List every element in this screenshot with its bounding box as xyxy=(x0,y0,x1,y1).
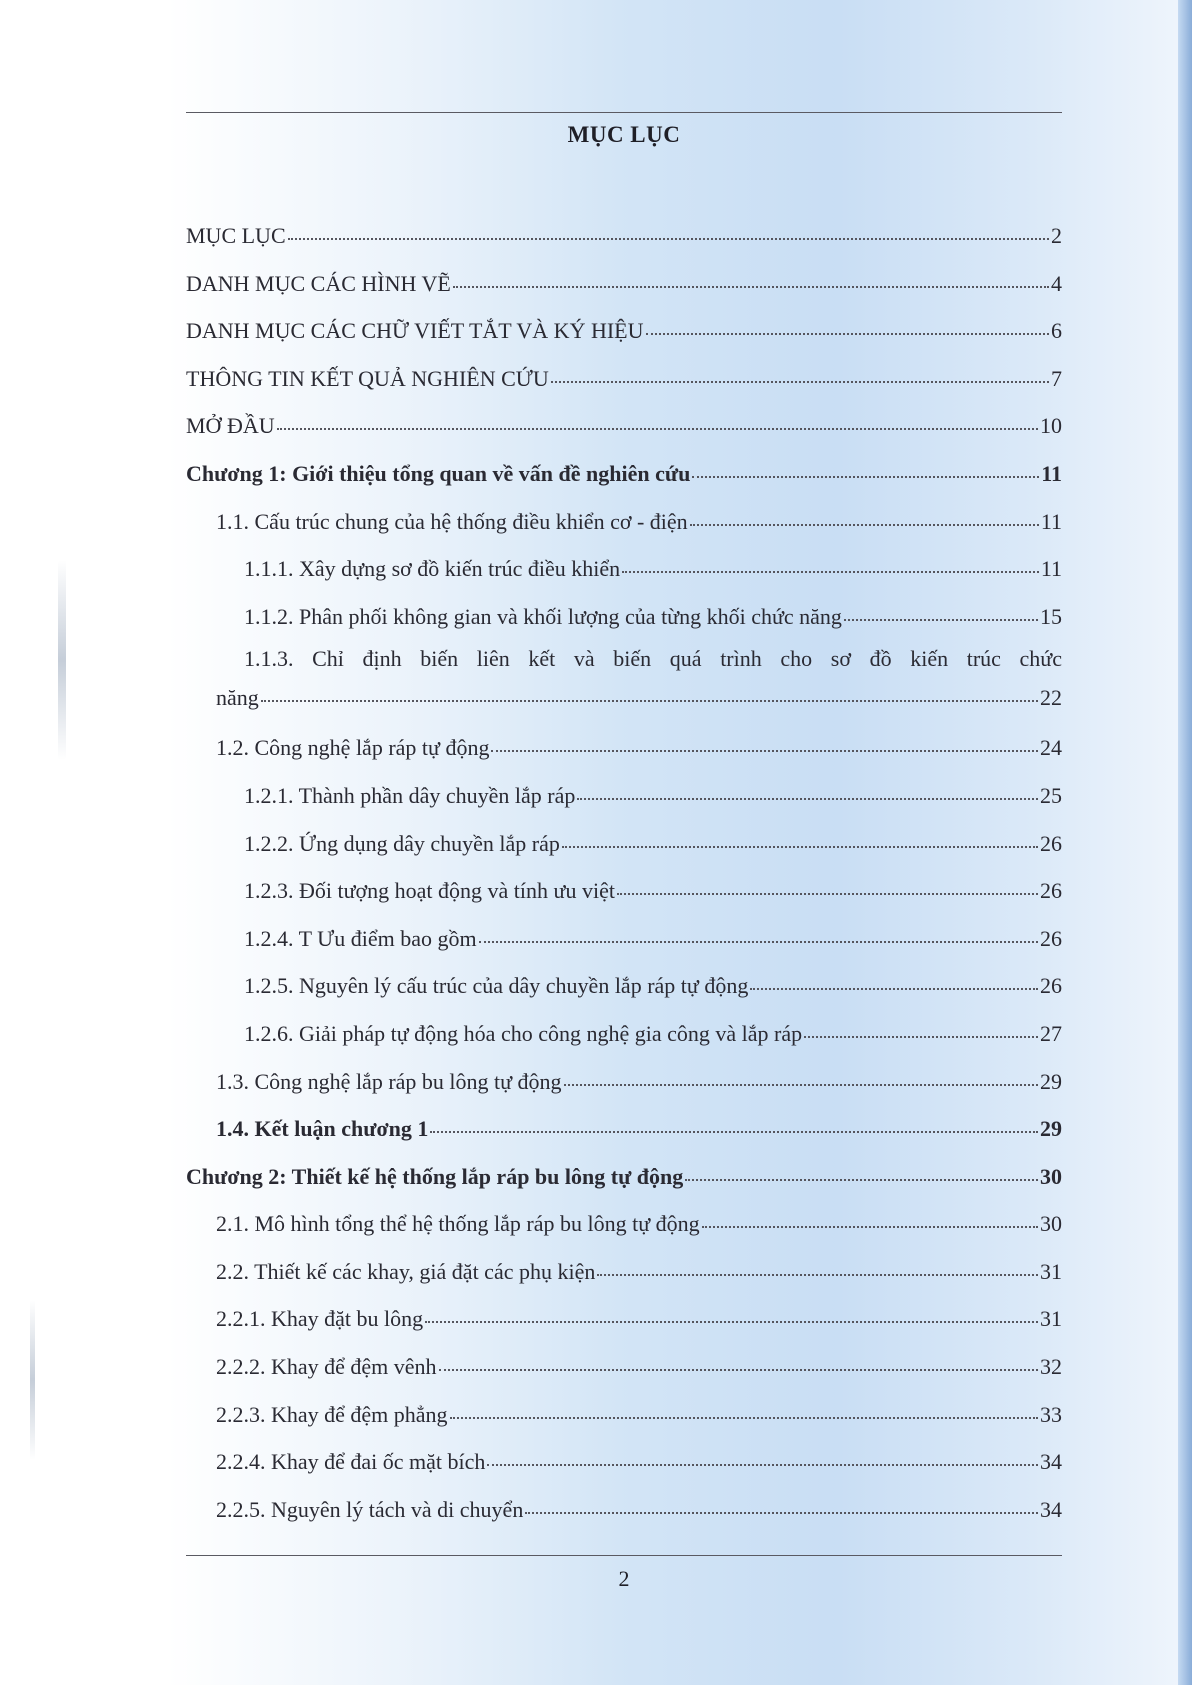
toc-leader xyxy=(439,1347,1038,1371)
toc-entry-text: 2.2.4. Khay để đai ốc mặt bích xyxy=(216,1449,486,1475)
toc-page-number: 33 xyxy=(1040,1401,1062,1427)
toc-entry[interactable] xyxy=(186,593,1062,641)
toc-entry[interactable] xyxy=(186,1248,1062,1296)
toc-entry-text: 2.2.3. Khay để đệm phẳng xyxy=(216,1401,448,1427)
toc-leader xyxy=(750,966,1038,990)
toc-page-number: 30 xyxy=(1040,1163,1062,1189)
toc-leader xyxy=(425,1299,1038,1323)
toc-leader xyxy=(692,454,1039,478)
toc-leader xyxy=(487,1442,1038,1466)
toc-entry-text: 2.1. Mô hình tổng thể hệ thống lắp ráp bu lông tự động xyxy=(216,1211,700,1237)
toc-page-number: 10 xyxy=(1040,413,1062,439)
header-rule xyxy=(186,112,1062,113)
toc-entry-text: THÔNG TIN KẾT QUẢ NGHIÊN CỨU xyxy=(186,365,549,391)
toc-leader xyxy=(690,502,1039,526)
toc-page-number: 26 xyxy=(1040,878,1062,904)
toc-page-number: 29 xyxy=(1040,1116,1062,1142)
toc-page-number: 32 xyxy=(1040,1354,1062,1380)
toc-entry[interactable] xyxy=(186,355,1062,403)
toc-leader xyxy=(277,406,1038,430)
toc-entry-text: 1.1.1. Xây dựng sơ đồ kiến trúc điều khiển xyxy=(244,556,621,582)
toc-page-number: 11 xyxy=(1041,460,1062,486)
toc-leader xyxy=(577,776,1038,800)
toc-entry-text: DANH MỤC CÁC HÌNH VẼ xyxy=(186,270,451,296)
toc-entry[interactable] xyxy=(186,1391,1062,1439)
toc-page-number: 15 xyxy=(1040,603,1062,629)
toc-entry-line-2[interactable] xyxy=(186,678,1062,724)
toc-leader xyxy=(453,264,1049,288)
toc-entry-text: 1.2.1. Thành phần dây chuyền lắp ráp xyxy=(244,782,576,808)
toc-leader xyxy=(479,919,1038,943)
toc-entry[interactable] xyxy=(186,1438,1062,1486)
toc-entry[interactable] xyxy=(186,260,1062,308)
toc-page-number: 31 xyxy=(1040,1258,1062,1284)
toc-page-number: 27 xyxy=(1040,1020,1062,1046)
toc-page-number: 34 xyxy=(1040,1496,1062,1522)
toc-page-number: 24 xyxy=(1040,735,1062,761)
toc-leader xyxy=(525,1490,1038,1514)
toc-page-number: 25 xyxy=(1040,782,1062,808)
scan-streak xyxy=(58,560,66,760)
toc-entry-text-continued: năng xyxy=(216,685,259,711)
toc-page-number: 29 xyxy=(1040,1068,1062,1094)
toc-leader xyxy=(564,1062,1038,1086)
toc-leader xyxy=(430,1109,1038,1133)
page-number: 2 xyxy=(618,1566,630,1591)
page-edge-shadow xyxy=(1178,0,1192,1685)
toc-leader xyxy=(551,359,1049,383)
toc-entry[interactable] xyxy=(186,772,1062,820)
toc-entry[interactable] xyxy=(186,1058,1062,1106)
toc-page-number: 26 xyxy=(1040,830,1062,856)
toc-entry[interactable] xyxy=(186,962,1062,1010)
toc-page-number: 30 xyxy=(1040,1211,1062,1237)
toc-entry[interactable] xyxy=(186,1010,1062,1058)
toc-chapter-entry[interactable] xyxy=(186,1153,1062,1201)
toc-entry[interactable] xyxy=(186,307,1062,355)
toc-entry-text: 1.2.4. T Ưu điểm bao gồm xyxy=(244,925,477,951)
toc-entry[interactable] xyxy=(186,867,1062,915)
toc-entry-text: 1.1. Cấu trúc chung của hệ thống điều khiển cơ - điện xyxy=(216,508,688,534)
toc-entry-text: 1.3. Công nghệ lắp ráp bu lông tự động xyxy=(216,1068,562,1094)
toc-entry-text: 1.4. Kết luận chương 1 xyxy=(216,1116,429,1142)
toc-entry-text: 1.2. Công nghệ lắp ráp tự động xyxy=(216,735,490,761)
toc-entry[interactable] xyxy=(186,402,1062,450)
toc-entry[interactable] xyxy=(186,498,1062,546)
scan-streak xyxy=(30,1300,35,1460)
toc-page-number: 7 xyxy=(1051,365,1062,391)
toc-entry[interactable] xyxy=(186,1200,1062,1248)
toc-entry-text: 2.2.5. Nguyên lý tách và di chuyển xyxy=(216,1496,524,1522)
toc-leader xyxy=(491,728,1038,752)
toc-leader xyxy=(597,1252,1038,1276)
toc-leader xyxy=(450,1395,1038,1419)
toc-leader xyxy=(702,1204,1038,1228)
toc-entry[interactable] xyxy=(186,212,1062,260)
footer-rule xyxy=(186,1555,1062,1556)
toc-entry[interactable] xyxy=(186,915,1062,963)
toc-entry-text: 1.1.2. Phân phối không gian và khối lượng của từng khối chức năng xyxy=(244,603,842,629)
toc-entry-text: 1.2.3. Đối tượng hoạt động và tính ưu việt xyxy=(244,878,615,904)
toc-entry[interactable] xyxy=(186,545,1062,593)
toc-leader xyxy=(261,678,1038,702)
toc-leader xyxy=(685,1157,1038,1181)
toc-page-number: 31 xyxy=(1040,1306,1062,1332)
toc-leader xyxy=(844,597,1038,621)
toc-leader xyxy=(562,824,1038,848)
toc-leader xyxy=(288,216,1049,240)
toc-leader xyxy=(804,1014,1038,1038)
toc-entry-text: 1.2.6. Giải pháp tự động hóa cho công nghệ gia công và lắp ráp xyxy=(244,1020,803,1046)
toc-page-number: 34 xyxy=(1040,1449,1062,1475)
toc-entry-text: MỤC LỤC xyxy=(186,223,286,248)
toc-leader xyxy=(646,311,1050,335)
toc-entry-text: 2.2. Thiết kế các khay, giá đặt các phụ kiện xyxy=(216,1258,596,1284)
toc-page-number: 11 xyxy=(1040,556,1062,582)
toc-entry-text: 1.1.3. Chỉ định biến liên kết và biến quá trình cho sơ đồ kiến trúc chức xyxy=(244,646,1062,672)
toc-entry-text: MỞ ĐẦU xyxy=(186,413,275,439)
toc-entry-text: 1.2.2. Ứng dụng dây chuyền lắp ráp xyxy=(244,830,560,856)
table-of-contents xyxy=(186,212,1062,1533)
page-title: MỤC LỤC xyxy=(567,122,681,147)
toc-entry[interactable] xyxy=(186,1295,1062,1343)
toc-entry-text: 2.2.1. Khay đặt bu lông xyxy=(216,1306,424,1332)
toc-page-number: 26 xyxy=(1040,973,1062,999)
toc-entry-text: 2.2.2. Khay để đệm vênh xyxy=(216,1354,437,1380)
toc-entry[interactable] xyxy=(186,1343,1062,1391)
toc-entry-text: 1.2.5. Nguyên lý cấu trúc của dây chuyền lắp ráp tự động xyxy=(244,973,749,999)
toc-entry-text: Chương 2: Thiết kế hệ thống lắp ráp bu lông tự động xyxy=(186,1163,684,1189)
toc-entry-text: Chương 1: Giới thiệu tổng quan về vấn đề nghiên cứu xyxy=(186,460,691,486)
toc-entry-line-1[interactable] xyxy=(186,640,1062,678)
toc-page-number: 4 xyxy=(1051,270,1062,296)
toc-leader xyxy=(617,871,1038,895)
toc-entry[interactable] xyxy=(186,1105,1062,1153)
toc-leader xyxy=(622,549,1039,573)
toc-page-number: 6 xyxy=(1051,318,1062,344)
toc-page-number: 22 xyxy=(1040,685,1062,711)
toc-page-number: 11 xyxy=(1040,508,1062,534)
toc-entry[interactable] xyxy=(186,724,1062,772)
toc-page-number: 26 xyxy=(1040,925,1062,951)
toc-entry[interactable] xyxy=(186,1486,1062,1534)
toc-page-number: 2 xyxy=(1051,223,1062,248)
toc-entry[interactable] xyxy=(186,820,1062,868)
toc-entry-text: DANH MỤC CÁC CHỮ VIẾT TẮT VÀ KÝ HIỆU xyxy=(186,318,644,344)
toc-chapter-entry[interactable] xyxy=(186,450,1062,498)
